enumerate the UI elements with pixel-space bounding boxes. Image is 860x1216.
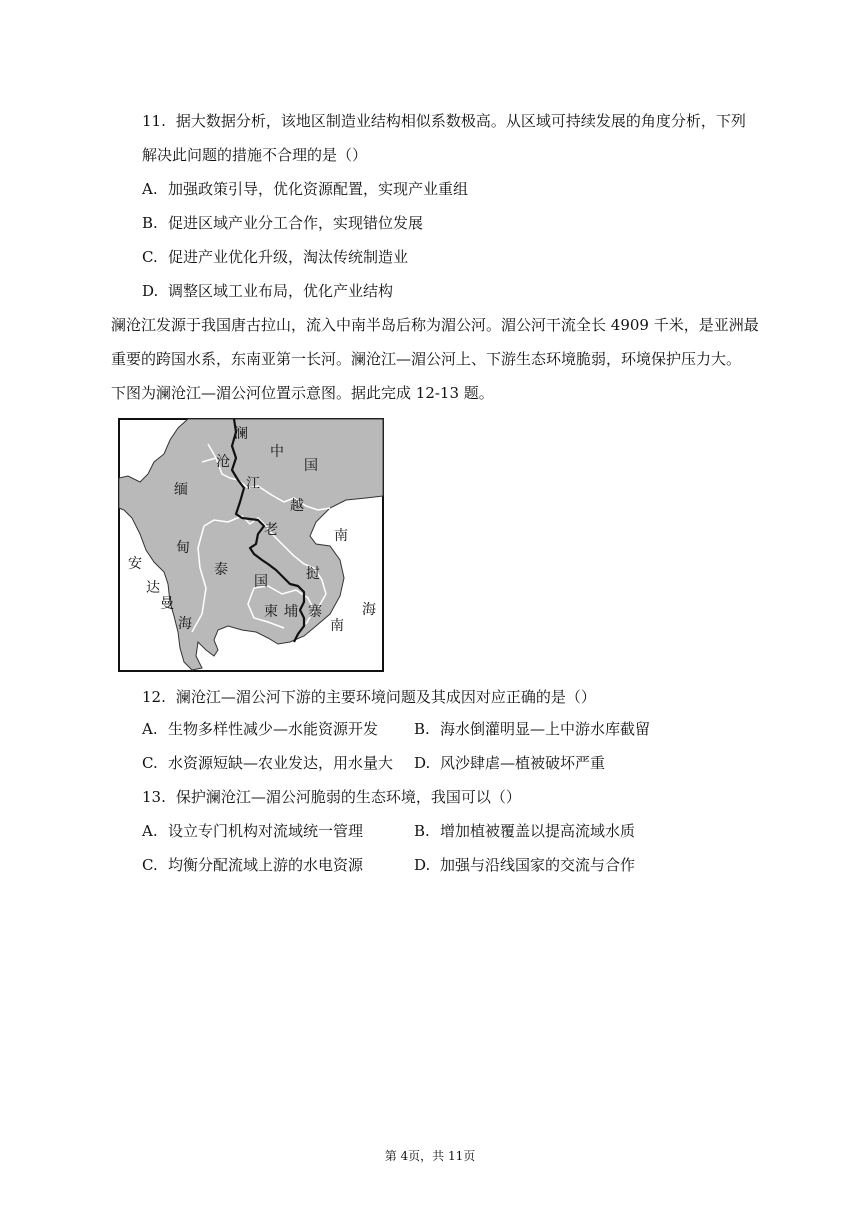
option-text: 促进产业优化升级，淘汰传统制造业	[168, 248, 409, 266]
question-number: 12.	[142, 688, 166, 706]
label-wo: 挝	[306, 566, 320, 582]
question-text: 澜沧江—湄公河下游的主要环境问题及其成因对应正确的是（）	[175, 688, 596, 706]
option-text: 促进区域产业分工合作，实现错位发展	[168, 214, 424, 232]
q11-option-d	[142, 280, 393, 302]
question-text: 据大数据分析，该地区制造业结构相似系数极高。从区域可持续发展的角度分析，下列	[175, 112, 746, 130]
option-label: A.	[142, 180, 158, 198]
q11-option-c	[142, 246, 408, 268]
q11-option-b	[142, 212, 423, 234]
label-mian: 缅	[174, 482, 188, 498]
question-number: 13.	[142, 788, 166, 806]
passage-line-2: 重要的跨国水系，东南亚第一长河。澜沧江—湄公河上、下游生态环境脆弱，环境保护压力大。	[111, 350, 742, 368]
q13-option-c	[142, 854, 363, 876]
label-an: 安	[128, 556, 142, 572]
label-jiang: 江	[246, 476, 260, 492]
question-13-stem	[142, 786, 521, 808]
question-number: 11.	[142, 112, 166, 130]
label-hai-south-sea: 海	[362, 602, 376, 618]
label-hai-andaman: 海	[178, 616, 192, 632]
option-text: 均衡分配流域上游的水电资源	[168, 856, 364, 874]
option-label: B.	[414, 720, 430, 738]
label-man: 曼	[160, 596, 174, 612]
passage-line-1: 澜沧江发源于我国唐古拉山，流入中南半岛后称为湄公河。湄公河干流全长 4909 千米，是亚洲最	[111, 316, 759, 334]
passage-line-3: 下图为澜沧江—湄公河位置示意图。据此完成 12-13 题。	[111, 384, 494, 402]
q13-option-b	[414, 820, 635, 842]
label-pu: 埔	[284, 604, 298, 620]
option-label: C.	[142, 754, 158, 772]
option-text: 加强与沿线国家的交流与合作	[440, 856, 636, 874]
question-text: 保护澜沧江—湄公河脆弱的生态环境，我国可以（）	[175, 788, 521, 806]
option-text: 加强政策引导，优化资源配置，实现产业重组	[168, 180, 469, 198]
label-zhai: 寨	[308, 604, 322, 620]
label-yue: 越	[290, 498, 304, 514]
label-dian: 甸	[176, 540, 190, 556]
question-12-stem	[142, 686, 596, 708]
page-footer: 第 4页，共 11页	[384, 1149, 476, 1163]
option-text: 设立专门机构对流域统一管理	[168, 822, 364, 840]
label-tai: 泰	[214, 562, 228, 578]
label-cang: 沧	[216, 454, 230, 470]
q12-option-a	[142, 718, 378, 740]
option-text: 调整区域工业布局，优化产业结构	[168, 282, 394, 300]
option-text: 生物多样性减少—水能资源开发	[168, 720, 379, 738]
label-lan: 澜	[234, 426, 248, 442]
label-nan-vietnam: 南	[334, 528, 348, 544]
label-guo-thailand: 国	[254, 574, 268, 590]
option-label: A.	[142, 822, 158, 840]
q13-option-a	[142, 820, 363, 842]
question-11-stem	[142, 110, 746, 132]
option-label: C.	[142, 856, 158, 874]
label-guo-china: 国	[304, 458, 318, 474]
q13-option-d	[414, 854, 635, 876]
lancang-mekong-map	[118, 418, 384, 672]
label-da: 达	[146, 580, 160, 596]
label-jian: 柬	[264, 604, 278, 620]
option-label: D.	[414, 856, 431, 874]
q12-option-c	[142, 752, 393, 774]
option-label: B.	[142, 214, 158, 232]
option-text: 增加植被覆盖以提高流域水质	[440, 822, 636, 840]
label-lao: 老	[264, 522, 278, 538]
option-label: D.	[414, 754, 431, 772]
label-zhong: 中	[270, 444, 284, 460]
option-label: D.	[142, 282, 159, 300]
q11-option-a	[142, 178, 468, 200]
q12-option-d	[414, 752, 605, 774]
question-11-stem-continued: 解决此问题的措施不合理的是（）	[142, 146, 368, 164]
label-nan-2: 南	[330, 618, 344, 634]
option-text: 风沙肆虐—植被破坏严重	[440, 754, 606, 772]
option-text: 水资源短缺—农业发达，用水量大	[168, 754, 394, 772]
option-label: A.	[142, 720, 158, 738]
option-label: B.	[414, 822, 430, 840]
option-text: 海水倒灌明显—上中游水库截留	[440, 720, 651, 738]
option-label: C.	[142, 248, 158, 266]
q12-option-b	[414, 718, 650, 740]
